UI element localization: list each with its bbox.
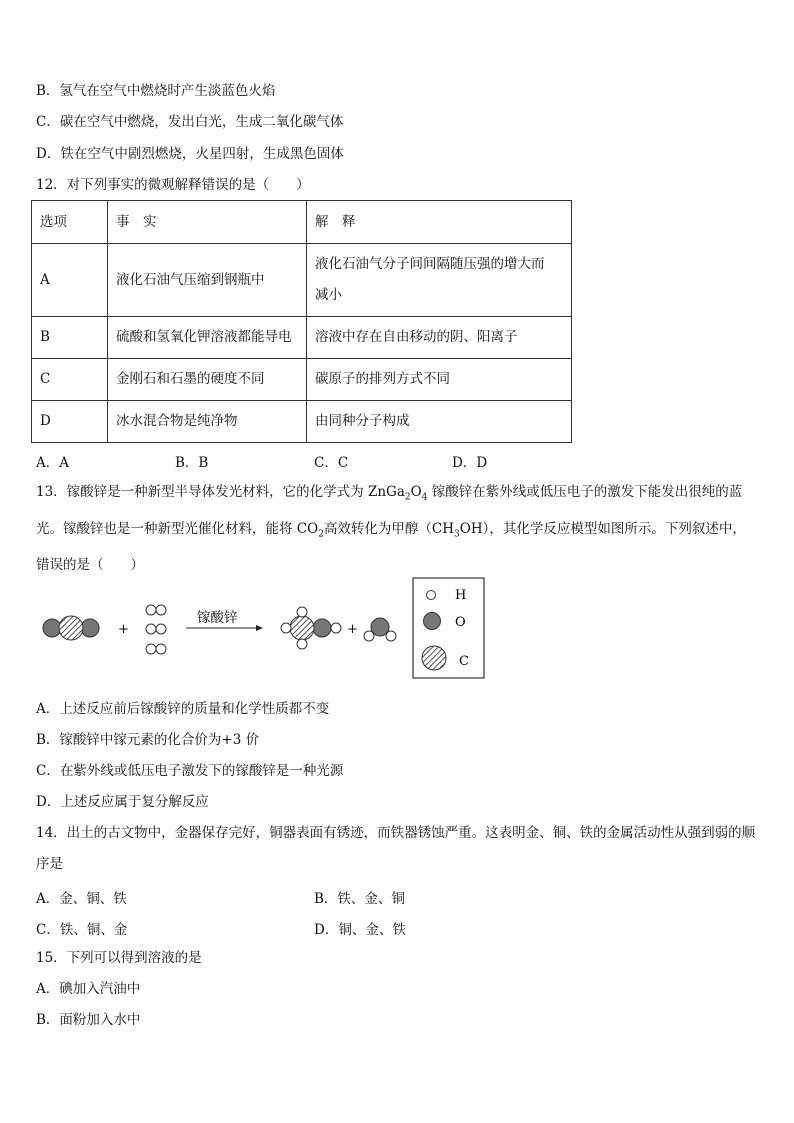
- q11-option-c: C．碳在空气中燃烧，发出白光，生成二氧化碳气体: [36, 114, 344, 130]
- legend-c-label: C: [459, 654, 469, 669]
- carbon-atom-icon: [422, 646, 446, 670]
- q13-stem-d: 高效转化为甲醇（CH: [323, 520, 455, 537]
- q13-sub-2: 2: [404, 492, 411, 503]
- cell-explanation: [307, 244, 572, 317]
- atom-legend: [413, 578, 484, 678]
- cell-option: A: [32, 244, 108, 317]
- legend-h-label: H: [455, 588, 467, 603]
- q11-option-b: B．氢气在空气中燃烧时产生淡蓝色火焰: [36, 83, 276, 99]
- cell-explanation: 碳原子的排列方式不同: [307, 359, 572, 401]
- q13-stem-c: 镓酸锌在紫外线或低压电子的激发下能发出很纯的蓝光。镓酸锌也是一种新型光催化材料，能将 CO: [36, 484, 743, 537]
- table-row: [32, 244, 572, 317]
- header-explanation: 解 释: [307, 201, 572, 244]
- water-molecule: [364, 618, 396, 641]
- table-row: [32, 401, 572, 443]
- q15-option-a: A．碘加入汽油中: [36, 981, 141, 997]
- q13-sub-4: 4: [421, 492, 428, 503]
- oxygen-atom-icon: [424, 613, 441, 630]
- q14-option-a: A．金、铜、铁: [36, 891, 127, 907]
- q13-stem-e: OH），其化学反应模型如图所示。下列叙述中，错误的是（ ）: [36, 520, 746, 574]
- q14-option-b: B．铁、金、铜: [314, 891, 405, 907]
- cell-option: C: [32, 359, 108, 401]
- plus-sign-1: +: [118, 622, 129, 637]
- q13-stem: [36, 477, 758, 581]
- catalyst-label: 镓酸锌: [197, 610, 238, 626]
- q13-option-d: D．上述反应属于复分解反应: [36, 794, 209, 810]
- cell-option: D: [32, 401, 108, 443]
- q12-option-c: C．C: [314, 455, 349, 471]
- q13-sub-co2: 2: [318, 529, 324, 540]
- q12-option-b: B．B: [175, 455, 209, 471]
- q13-stem-a: 13．镓酸锌是一种新型半导体发光材料，它的化学式为 ZnGa: [36, 484, 405, 500]
- q14-option-d: D．铜、金、铁: [314, 922, 406, 938]
- table-row: [32, 359, 572, 401]
- legend-o-label: O: [455, 615, 466, 630]
- q14-options-row2: [36, 918, 756, 936]
- cell-fact: 冰水混合物是纯净物: [108, 401, 307, 443]
- header-option: 选项: [32, 201, 108, 244]
- cell-explanation-line2: 减小: [315, 287, 342, 303]
- q14-options-row1: [36, 887, 756, 905]
- hydrogen-molecules: [146, 605, 166, 654]
- q15-option-b: B．面粉加入水中: [36, 1012, 141, 1028]
- q13-sub-ch3: 3: [454, 529, 460, 540]
- q14-stem: 14．出土的古文物中，金器保存完好，铜器表面有锈迹，而铁器锈蚀严重。这表明金、铜、铁的金属活动性从强到弱的顺序是: [36, 825, 756, 872]
- table-header-row: [32, 201, 572, 244]
- cell-explanation: 由同种分子构成: [307, 401, 572, 443]
- q12-stem: 12．对下列事实的微观解释错误的是（ ）: [36, 177, 310, 193]
- cell-fact: 液化石油气压缩到钢瓶中: [108, 244, 307, 317]
- q13-stem-b: O: [410, 484, 422, 500]
- cell-explanation-line1: 液化石油气分子间间隔随压强的增大而: [315, 256, 545, 272]
- cell-option: B: [32, 317, 108, 359]
- q12-option-a: A．A: [36, 455, 69, 471]
- plus-sign-2: +: [347, 622, 358, 637]
- header-fact: 事 实: [108, 201, 307, 244]
- q13-option-a: A．上述反应前后镓酸锌的质量和化学性质都不变: [36, 701, 330, 717]
- q14-option-c: C．铁、铜、金: [36, 922, 128, 938]
- cell-fact: 硫酸和氢氧化钾溶液都能导电: [108, 317, 307, 359]
- cell-explanation: 溶液中存在自由移动的阴、阳离子: [307, 317, 572, 359]
- q13-option-c: C．在紫外线或低压电子激发下的镓酸锌是一种光源: [36, 763, 344, 779]
- q12-options: [36, 451, 756, 469]
- hydrogen-atom-icon: [427, 591, 436, 600]
- q15-stem: 15．下列可以得到溶液的是: [36, 950, 202, 966]
- reaction-model-diagram: [0, 570, 794, 690]
- cell-fact: 金刚石和石墨的硬度不同: [108, 359, 307, 401]
- q11-option-d: D．铁在空气中剧烈燃烧，火星四射，生成黑色固体: [36, 146, 344, 162]
- table-row: [32, 317, 572, 359]
- methanol-molecule: [281, 607, 341, 649]
- co2-molecule: [43, 616, 99, 640]
- q13-option-b: B．镓酸锌中镓元素的化合价为+3 价: [36, 732, 260, 748]
- arrow-head-icon: [256, 625, 263, 631]
- q12-table: [31, 200, 572, 443]
- q12-option-d: D．D: [452, 455, 488, 471]
